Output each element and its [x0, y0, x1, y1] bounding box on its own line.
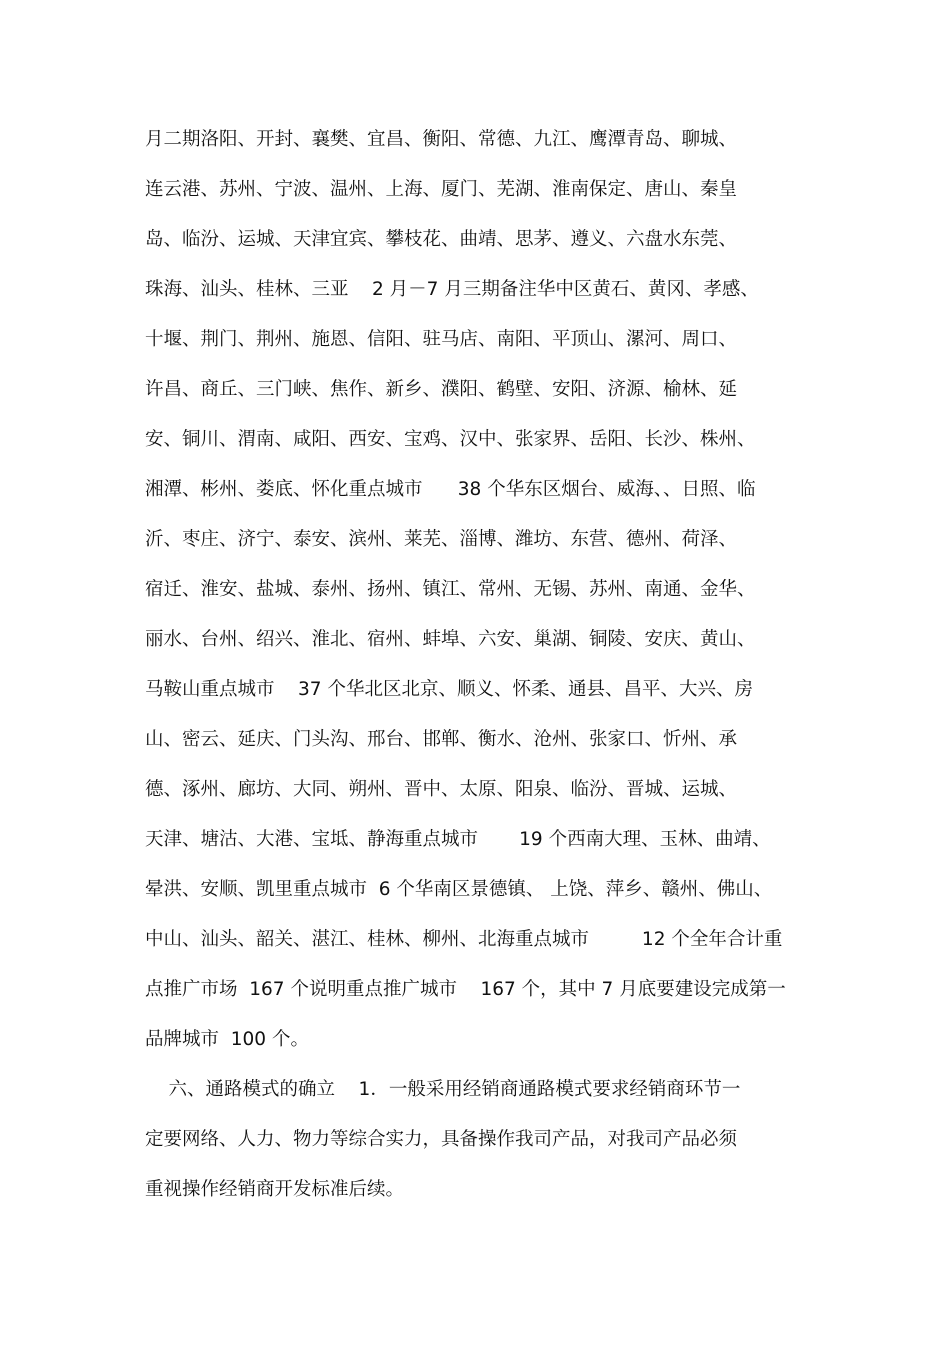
text-line-21: 定要网络、人力、物力等综合实力，具备操作我司产品，对我司产品必须 — [145, 1129, 738, 1150]
text-line-12: 马鞍山重点城市 37 个华北区北京、顺义、怀柔、通县、昌平、大兴、房 — [145, 679, 753, 700]
text-line-4: 珠海、汕头、桂林、三亚 2 月－7 月三期备注华中区黄石、黄冈、孝感、 — [145, 279, 759, 300]
text-line-16: 晕洪、安顺、凯里重点城市 6 个华南区景德镇、 上饶、萍乡、赣州、佛山、 — [145, 879, 773, 900]
text-line-7: 安、铜川、渭南、咸阳、西安、宝鸡、汉中、张家界、岳阳、长沙、株州、 — [145, 429, 756, 450]
text-line-20: 六、通路模式的确立 1．一般采用经销商通路模式要求经销商环节一 — [145, 1079, 741, 1100]
text-line-2: 连云港、苏州、宁波、温州、上海、厦门、芜湖、淮南保定、唐山、秦皇 — [145, 179, 738, 200]
text-line-11: 丽水、台州、绍兴、淮北、宿州、蚌埠、六安、巢湖、铜陵、安庆、黄山、 — [145, 629, 756, 650]
text-line-1: 月二期洛阳、开封、襄樊、宜昌、衡阳、常德、九江、鹰潭青岛、聊城、 — [145, 129, 738, 150]
text-line-18: 点推广市场 167 个说明重点推广城市 167 个，其中 7 月底要建设完成第一 — [145, 979, 786, 1000]
text-line-8: 湘潭、彬州、娄底、怀化重点城市 38 个华东区烟台、威海、、日照、临 — [145, 479, 756, 500]
text-line-13: 山、密云、延庆、门头沟、邢台、邯郸、衡水、沧州、张家口、忻州、承 — [145, 729, 738, 750]
text-line-6: 许昌、商丘、三门峡、焦作、新乡、濮阳、鹤壁、安阳、济源、榆林、延 — [145, 379, 738, 400]
text-line-14: 德、涿州、廊坊、大同、朔州、晋中、太原、阳泉、临汾、晋城、运城、 — [145, 779, 738, 800]
text-line-15: 天津、塘沽、大港、宝坻、静海重点城市 19 个西南大理、玉林、曲靖、 — [145, 829, 771, 850]
text-line-5: 十堰、荆门、荆州、施恩、信阳、驻马店、南阳、平顶山、漯河、周口、 — [145, 329, 738, 350]
text-line-3: 岛、临汾、运城、天津宜宾、攀枝花、曲靖、思茅、遵义、六盘水东莞、 — [145, 229, 738, 250]
text-line-22: 重视操作经销商开发标准后续。 — [145, 1179, 405, 1200]
text-line-17: 中山、汕头、韶关、湛江、桂林、柳州、北海重点城市 12 个全年合计重 — [145, 929, 783, 950]
text-line-19: 品牌城市 100 个。 — [145, 1029, 309, 1050]
text-line-10: 宿迁、淮安、盐城、泰州、扬州、镇江、常州、无锡、苏州、南通、金华、 — [145, 579, 756, 600]
text-line-9: 沂、枣庄、济宁、泰安、滨州、莱芜、淄博、潍坊、东营、德州、荷泽、 — [145, 529, 738, 550]
